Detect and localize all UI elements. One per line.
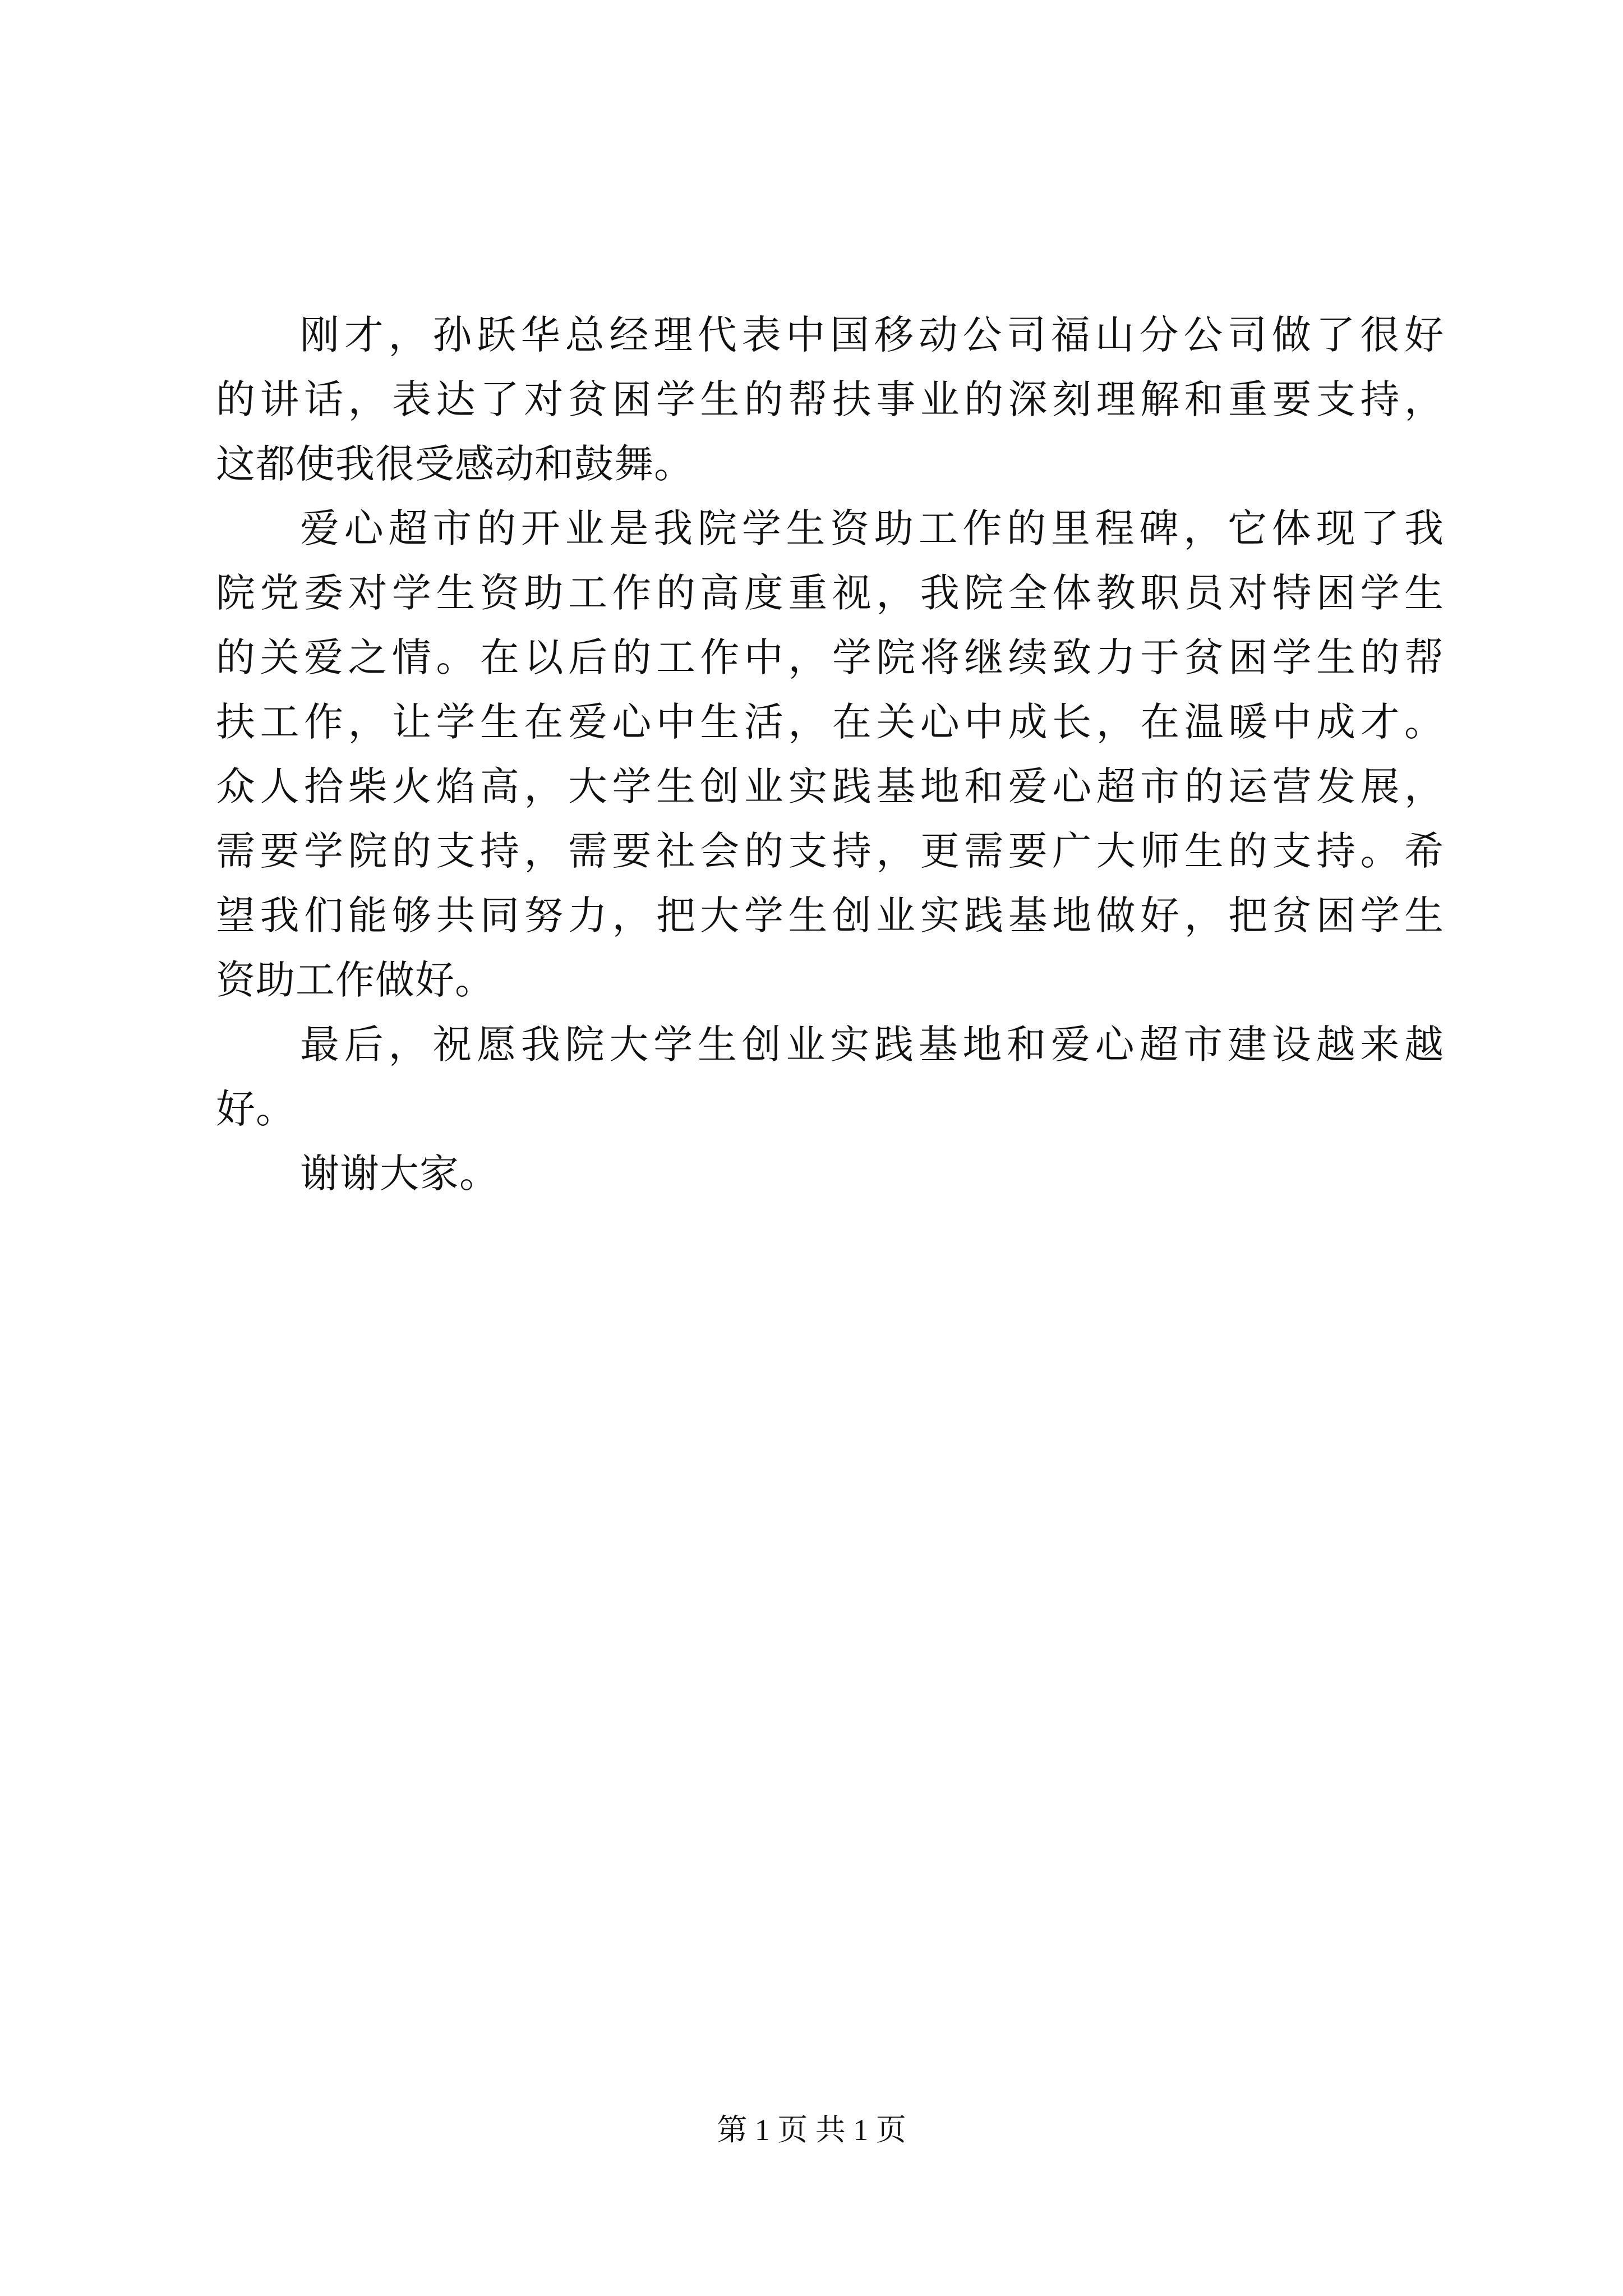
paragraph-line: 资助工作做好。 <box>216 957 495 1003</box>
paragraph-line: 好。 <box>216 1086 296 1132</box>
paragraph-line: 众人拾柴火焰高，大学生创业实践基地和爱心超市的运营发展， <box>216 763 1444 809</box>
paragraph-1 <box>216 303 1444 496</box>
paragraph-2 <box>216 496 1444 1013</box>
paragraph-4 <box>216 1142 1444 1206</box>
paragraph-line: 扶工作，让学生在爱心中生活，在关心中成长，在温暖中成才。 <box>216 699 1444 745</box>
paragraph-line: 望我们能够共同努力，把大学生创业实践基地做好，把贫困学生 <box>216 892 1444 938</box>
paragraph-line: 谢谢大家。 <box>300 1151 499 1197</box>
paragraph-line: 刚才，孙跃华总经理代表中国移动公司福山分公司做了很好 <box>300 312 1444 358</box>
paragraph-3 <box>216 1013 1444 1142</box>
paragraph-line: 爱心超市的开业是我院学生资助工作的里程碑，它体现了我 <box>300 505 1444 551</box>
paragraph-line: 的讲话，表达了对贫困学生的帮扶事业的深刻理解和重要支持， <box>216 376 1444 422</box>
paragraph-line: 的关爱之情。在以后的工作中，学院将继续致力于贫困学生的帮 <box>216 634 1444 680</box>
paragraph-line: 需要学院的支持，需要社会的支持，更需要广大师生的支持。希 <box>216 828 1444 874</box>
page-number-footer: 第 1 页 共 1 页 <box>717 2113 906 2147</box>
document-body <box>216 303 1444 1206</box>
paragraph-line: 院党委对学生资助工作的高度重视，我院全体教职员对特困学生 <box>216 570 1444 616</box>
paragraph-line: 这都使我很受感动和鼓舞。 <box>216 441 694 487</box>
paragraph-line: 最后，祝愿我院大学生创业实践基地和爱心超市建设越来越 <box>300 1022 1444 1068</box>
